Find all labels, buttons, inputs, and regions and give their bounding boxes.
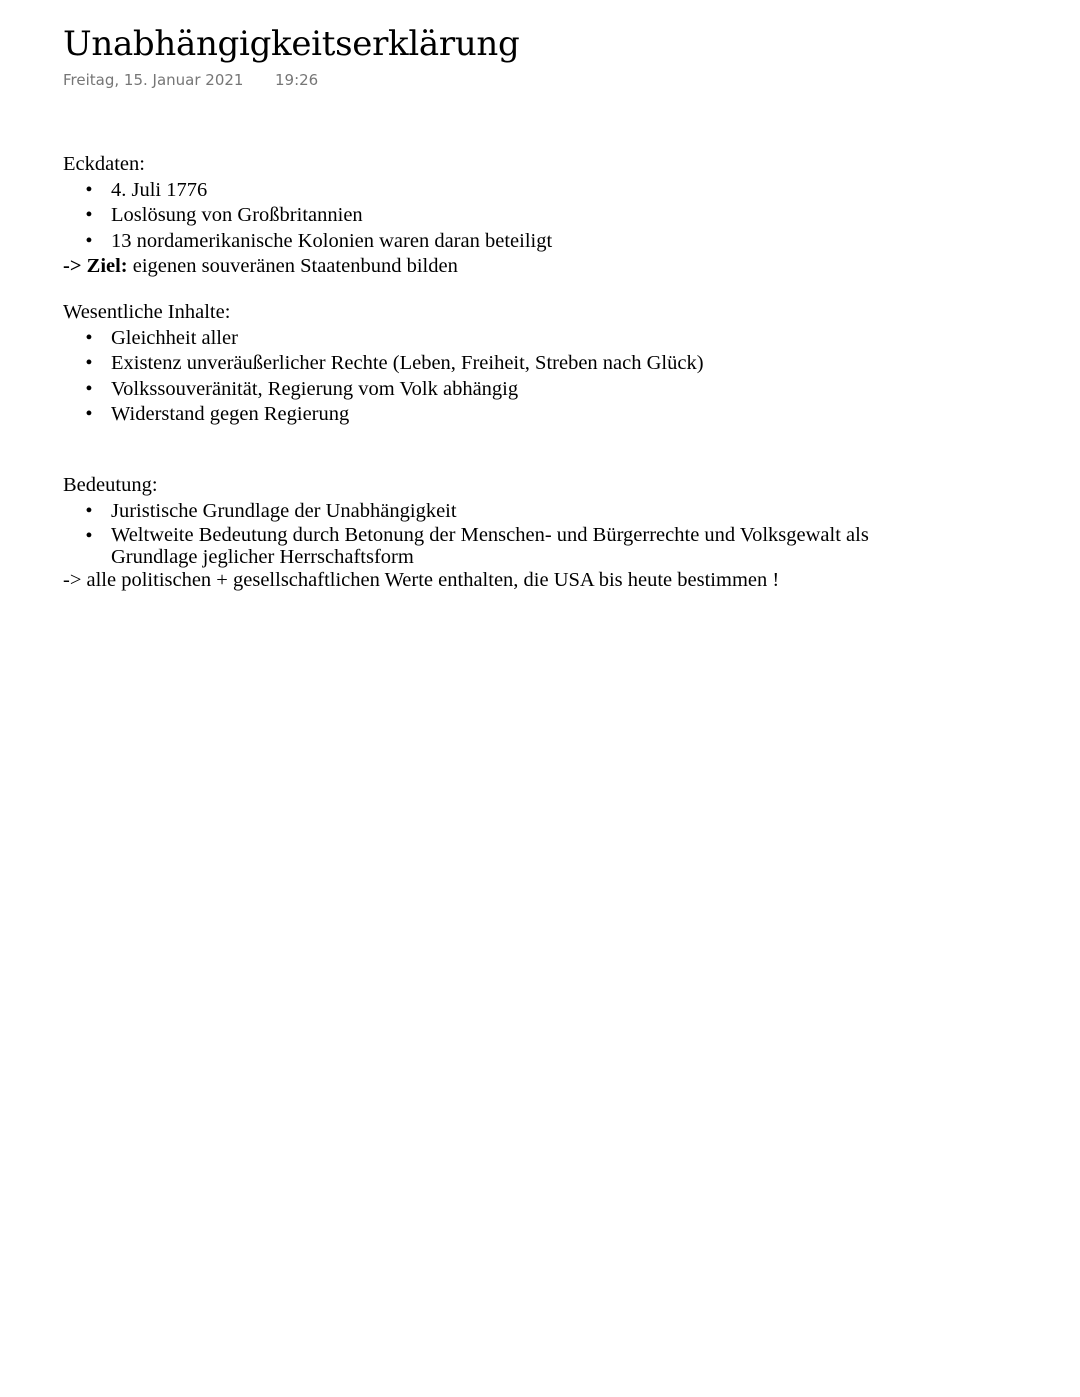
list-item-text: Existenz unveräußerlicher Rechte (Leben, Freiheit, Streben nach Glück) (111, 352, 704, 374)
list-item-text: Widerstand gegen Regierung (111, 403, 350, 425)
goal-line (63, 254, 552, 280)
list-item (63, 524, 891, 568)
section-bedeutung (63, 473, 891, 594)
conclusion-line: -> alle politischen + gesellschaftlichen Werte enthalten, die USA bis heute bestimmen ! (63, 569, 780, 591)
list-item-text: 13 nordamerikanische Kolonien waren daran beteiligt (111, 229, 553, 252)
list-item (63, 178, 552, 204)
goal-text: eigenen souveränen Staatenbund bilden (132, 255, 458, 277)
list-item (63, 229, 552, 255)
list-item-text: Weltweite Bedeutung durch Betonung der Menschen- und Bürgerrechte und Volksgewalt als Grundlage jeglicher Herrschaftsform (111, 524, 869, 568)
list-item (63, 203, 552, 229)
bullet-icon: • (85, 178, 93, 201)
list-item (63, 499, 891, 525)
bullet-list (63, 499, 891, 569)
note-date: Freitag, 15. Januar 2021 (63, 71, 244, 89)
list-item-text: Volkssouveränität, Regierung vom Volk abhängig (111, 377, 519, 400)
goal-arrow: -> (63, 255, 82, 277)
bullet-icon: • (85, 204, 93, 226)
section-inhalte (63, 300, 704, 428)
list-item (63, 402, 704, 428)
page-title: Unabhängigkeitserklärung (63, 24, 520, 64)
bullet-icon: • (85, 326, 93, 349)
section-heading: Eckdaten: (63, 153, 145, 175)
list-item (63, 326, 704, 352)
goal-label: Ziel: (86, 255, 128, 277)
bullet-list (63, 178, 552, 255)
list-item-text: Loslösung von Großbritannien (111, 204, 363, 226)
section-eckdaten (63, 152, 552, 280)
bullet-icon: • (85, 403, 93, 425)
bullet-icon: • (85, 377, 93, 400)
section-heading: Wesentliche Inhalte: (63, 301, 231, 323)
list-item (63, 377, 704, 403)
section-heading: Bedeutung: (63, 474, 158, 496)
bullet-list (63, 326, 704, 428)
bullet-icon: • (85, 525, 93, 547)
note-time: 19:26 (275, 71, 319, 89)
list-item (63, 351, 704, 377)
bullet-icon: • (85, 499, 93, 522)
bullet-icon: • (85, 229, 93, 252)
list-item-text: Gleichheit aller (111, 326, 238, 349)
list-item-text: 4. Juli 1776 (111, 178, 208, 201)
bullet-icon: • (85, 352, 93, 374)
list-item-text: Juristische Grundlage der Unabhängigkeit (111, 499, 457, 522)
